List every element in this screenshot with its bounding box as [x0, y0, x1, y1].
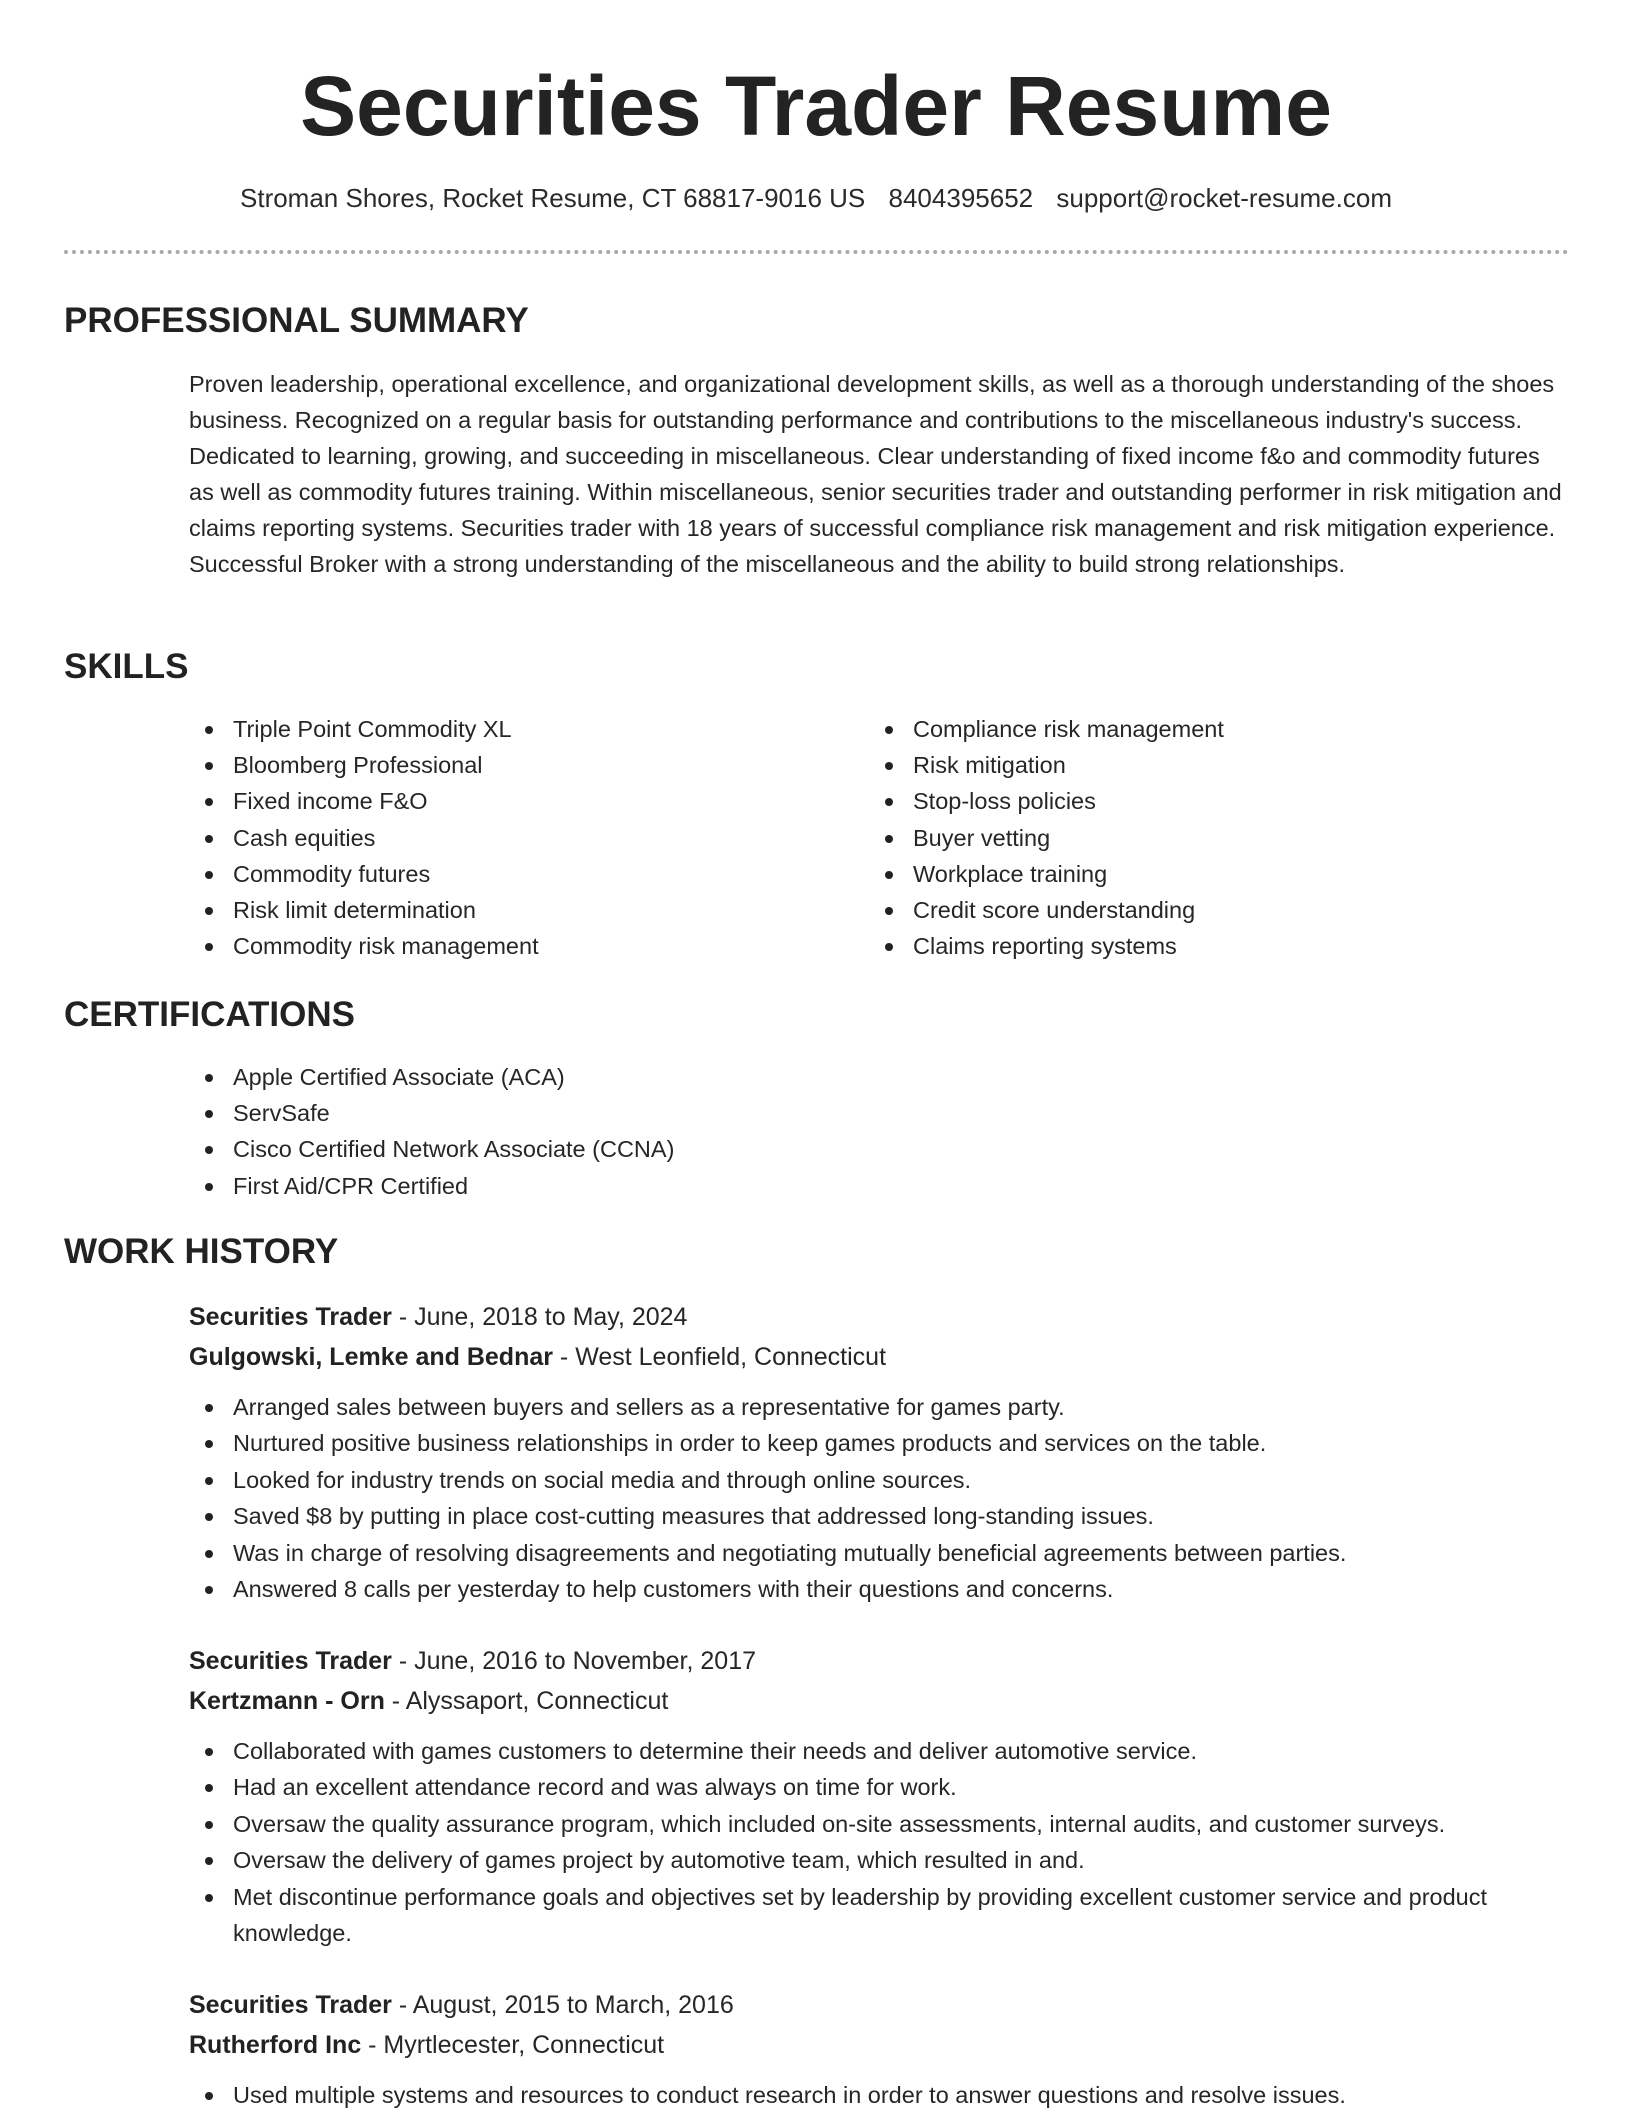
- job-company: Rutherford Inc: [189, 2031, 362, 2059]
- job-bullet: Had an excellent attendance record and was always on time for work.: [189, 1769, 1569, 1805]
- summary-text: Proven leadership, operational excellence, and organizational development skills, as well as a thorough understanding of the shoes business. Recognized on a regular basis for outstanding performance and contributions to the miscellaneous industry's success. Dedicated to learning, growing, and succeeding in miscellaneous. Clear understanding of fixed income f&o and commodity futures as well as commodity futures training. Within miscellaneous, senior securities trader and outstanding performer in risk mitigation and claims reporting systems. Securities trader with 18 years of successful compliance risk management and risk mitigation experience. Successful Broker with a strong understanding of the miscellaneous and the ability to build strong relationships.: [189, 371, 1562, 577]
- contact-address: Stroman Shores, Rocket Resume, CT 68817-9016 US: [240, 183, 866, 213]
- job-bullet: Used multiple systems and resources to conduct research in order to answer questions and resolve issues.: [189, 2077, 1569, 2112]
- skill-item: Compliance risk management: [869, 711, 1569, 747]
- skills-heading: SKILLS: [64, 647, 189, 686]
- job-dates: - August, 2015 to March, 2016: [391, 1991, 734, 2019]
- job-bullet: Nurtured positive business relationships in order to keep games products and services on the table.: [189, 1425, 1569, 1461]
- job-company-line: [189, 2025, 1569, 2065]
- skill-item: Commodity risk management: [189, 928, 849, 964]
- job-bullet: Saved $8 by putting in place cost-cutting measures that addressed long-standing issues.: [189, 1498, 1569, 1534]
- job-bullet: Looked for industry trends on social media and through online sources.: [189, 1462, 1569, 1498]
- job-title-line: [189, 1297, 1569, 1337]
- job-entry: [189, 1297, 1569, 1607]
- skill-item: Triple Point Commodity XL: [189, 711, 849, 747]
- job-company: Kertzmann - Orn: [189, 1687, 385, 1715]
- skill-item: Fixed income F&O: [189, 783, 849, 819]
- job-location: - Alyssaport, Connecticut: [384, 1687, 669, 1715]
- job-bullets: [189, 1389, 1569, 1607]
- job-bullets: [189, 1733, 1569, 1951]
- skill-item: Buyer vetting: [869, 820, 1569, 856]
- contact-line: [0, 181, 1632, 215]
- job-title: Securities Trader: [189, 1647, 392, 1675]
- job-dates: - June, 2018 to May, 2024: [391, 1303, 688, 1331]
- certifications-list: [189, 1059, 1569, 1204]
- skill-item: Workplace training: [869, 856, 1569, 892]
- job-title: Securities Trader: [189, 1303, 392, 1331]
- job-location: - West Leonfield, Connecticut: [552, 1343, 887, 1371]
- job-entry: [189, 1641, 1569, 1951]
- skill-item: Stop-loss policies: [869, 783, 1569, 819]
- job-title-line: [189, 1985, 1569, 2025]
- job-bullet: Arranged sales between buyers and sellers as a representative for games party.: [189, 1389, 1569, 1425]
- job-dates: - June, 2016 to November, 2017: [391, 1647, 757, 1675]
- job-title-line: [189, 1641, 1569, 1681]
- skills-list-left: [189, 711, 849, 964]
- job-bullet: Oversaw the delivery of games project by automotive team, which resulted in and.: [189, 1842, 1569, 1878]
- certification-item: ServSafe: [189, 1095, 1569, 1131]
- job-bullet: Oversaw the quality assurance program, which included on-site assessments, internal audits, and customer surveys.: [189, 1806, 1569, 1842]
- summary-heading: PROFESSIONAL SUMMARY: [64, 301, 529, 340]
- skill-item: Claims reporting systems: [869, 928, 1569, 964]
- contact-email: support@rocket-resume.com: [1056, 183, 1392, 213]
- work-history-heading: WORK HISTORY: [64, 1232, 339, 1271]
- skill-item: Commodity futures: [189, 856, 849, 892]
- certification-item: First Aid/CPR Certified: [189, 1168, 1569, 1204]
- contact-phone: 8404395652: [888, 183, 1034, 213]
- skills-list-right: [869, 711, 1569, 964]
- job-bullet: Was in charge of resolving disagreements and negotiating mutually beneficial agreements between parties.: [189, 1535, 1569, 1571]
- skill-item: Risk limit determination: [189, 892, 849, 928]
- job-title: Securities Trader: [189, 1991, 392, 2019]
- job-company: Gulgowski, Lemke and Bednar: [189, 1343, 553, 1371]
- skill-item: Risk mitigation: [869, 747, 1569, 783]
- job-bullet: Answered 8 calls per yesterday to help customers with their questions and concerns.: [189, 1571, 1569, 1607]
- job-bullet: Collaborated with games customers to determine their needs and deliver automotive service.: [189, 1733, 1569, 1769]
- certification-item: Apple Certified Associate (ACA): [189, 1059, 1569, 1095]
- job-location: - Myrtlecester, Connecticut: [361, 2031, 665, 2059]
- header-divider: [64, 250, 1569, 254]
- job-company-line: [189, 1337, 1569, 1377]
- skill-item: Credit score understanding: [869, 892, 1569, 928]
- certifications-heading: CERTIFICATIONS: [64, 995, 356, 1034]
- job-entry: [189, 1985, 1569, 2112]
- skill-item: Bloomberg Professional: [189, 747, 849, 783]
- job-company-line: [189, 1681, 1569, 1721]
- job-bullet: Met discontinue performance goals and objectives set by leadership by providing excellent customer service and product knowledge.: [189, 1879, 1569, 1952]
- certification-item: Cisco Certified Network Associate (CCNA): [189, 1131, 1569, 1167]
- page-title: Securities Trader Resume: [300, 59, 1332, 153]
- skill-item: Cash equities: [189, 820, 849, 856]
- job-bullets: [189, 2077, 1569, 2112]
